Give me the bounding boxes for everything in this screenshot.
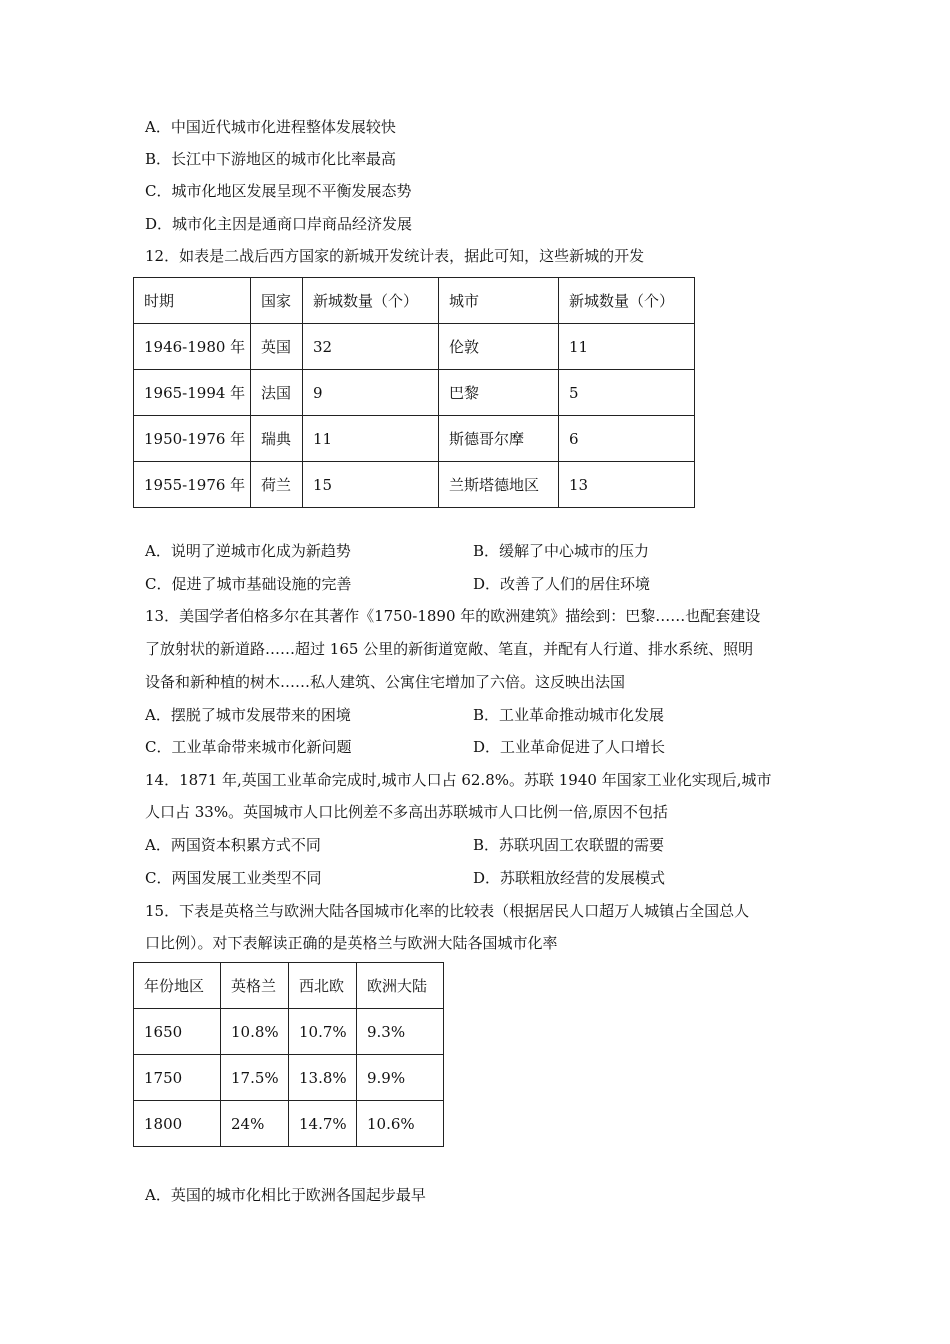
table-cell: 15 [303,462,439,508]
q14-option-c: C．两国发展工业类型不同 [145,869,322,887]
table-cell: 9.9% [357,1055,444,1101]
table-cell: 10.7% [289,1009,357,1055]
q13-stem-line-3: 设备和新种植的树木……私人建筑、公寓住宅增加了六倍。这反映出法国 [145,673,626,691]
table-row [134,1055,444,1101]
table-cell: 1946-1980 年 [134,324,251,370]
table-cell: 巴黎 [439,370,559,416]
table-cell: 伦敦 [439,324,559,370]
table-cell: 9 [303,370,439,416]
table-cell: 瑞典 [251,416,303,462]
table-cell: 24% [221,1101,289,1147]
q12-option-a: A．说明了逆城市化成为新趋势 [145,542,351,560]
table-row [134,462,695,508]
q12-option-c: C．促进了城市基础设施的完善 [145,575,352,593]
q12-option-b: B．缓解了中心城市的压力 [473,542,650,560]
table-cell: 10.8% [221,1009,289,1055]
table-cell: 13 [559,462,695,508]
q11-option-b: B．长江中下游地区的城市化比率最高 [145,150,397,168]
table-cell: 10.6% [357,1101,444,1147]
table-cell: 英国 [251,324,303,370]
table-header-cell: 国家 [251,278,303,324]
q14-option-b: B．苏联巩固工农联盟的需要 [473,836,665,854]
q11-option-c: C．城市化地区发展呈现不平衡发展态势 [145,182,412,200]
table-row [134,324,695,370]
table-cell: 13.8% [289,1055,357,1101]
table-header-cell: 城市 [439,278,559,324]
table-header-cell: 新城数量（个） [559,278,695,324]
q14-option-d: D．苏联粗放经营的发展模式 [473,869,666,887]
table-row [134,1101,444,1147]
q12-stem: 12．如表是二战后西方国家的新城开发统计表，据此可知，这些新城的开发 [145,247,645,265]
table-cell: 6 [559,416,695,462]
q14-stem-line-2: 人口占 33%。英国城市人口比例差不多高出苏联城市人口比例一倍,原因不包括 [145,803,668,821]
table-cell: 1750 [134,1055,221,1101]
q12-option-d: D．改善了人们的居住环境 [473,575,651,593]
table-cell: 11 [559,324,695,370]
table-cell: 1965-1994 年 [134,370,251,416]
table-header-cell: 西北欧 [289,963,357,1009]
table-header-cell: 年份地区 [134,963,221,1009]
q15-urbanization-table [133,962,444,1147]
q12-new-town-table [133,277,695,508]
table-cell: 9.3% [357,1009,444,1055]
table-header-row [134,963,444,1009]
table-cell: 1800 [134,1101,221,1147]
table-cell: 兰斯塔德地区 [439,462,559,508]
table-cell: 斯德哥尔摩 [439,416,559,462]
q14-stem-line-1: 14．1871 年,英国工业革命完成时,城市人口占 62.8%。苏联 1940 年国家工业化实现后,城市 [145,771,772,789]
q13-option-c: C．工业革命带来城市化新问题 [145,738,352,756]
table-row [134,416,695,462]
q13-option-d: D．工业革命促进了人口增长 [473,738,666,756]
table-cell: 1650 [134,1009,221,1055]
table-header-cell: 英格兰 [221,963,289,1009]
table-header-cell: 欧洲大陆 [357,963,444,1009]
table-header-row [134,278,695,324]
table-cell: 32 [303,324,439,370]
table-row [134,370,695,416]
table-cell: 荷兰 [251,462,303,508]
table-cell: 1950-1976 年 [134,416,251,462]
table-header-cell: 新城数量（个） [303,278,439,324]
table-cell: 11 [303,416,439,462]
q13-stem-line-2: 了放射状的新道路……超过 165 公里的新街道宽敞、笔直，并配有人行道、排水系统、照明 [145,640,754,658]
table-cell: 17.5% [221,1055,289,1101]
q15-option-a: A．英国的城市化相比于欧洲各国起步最早 [145,1186,426,1204]
q14-option-a: A．两国资本积累方式不同 [145,836,321,854]
q15-stem-line-2: 口比例）。对下表解读正确的是英格兰与欧洲大陆各国城市化率 [145,934,558,952]
q13-option-a: A．摆脱了城市发展带来的困境 [145,706,351,724]
q11-option-d: D．城市化主因是通商口岸商品经济发展 [145,215,413,233]
q13-option-b: B．工业革命推动城市化发展 [473,706,665,724]
table-cell: 1955-1976 年 [134,462,251,508]
table-row [134,1009,444,1055]
q11-option-a: A．中国近代城市化进程整体发展较快 [145,118,396,136]
table-cell: 14.7% [289,1101,357,1147]
q15-stem-line-1: 15．下表是英格兰与欧洲大陆各国城市化率的比较表（根据居民人口超万人城镇占全国总人 [145,902,750,920]
table-cell: 5 [559,370,695,416]
q13-stem-line-1: 13．美国学者伯格多尔在其著作《1750-1890 年的欧洲建筑》描绘到：巴黎……也配套建设 [145,607,761,625]
table-header-cell: 时期 [134,278,251,324]
table-cell: 法国 [251,370,303,416]
